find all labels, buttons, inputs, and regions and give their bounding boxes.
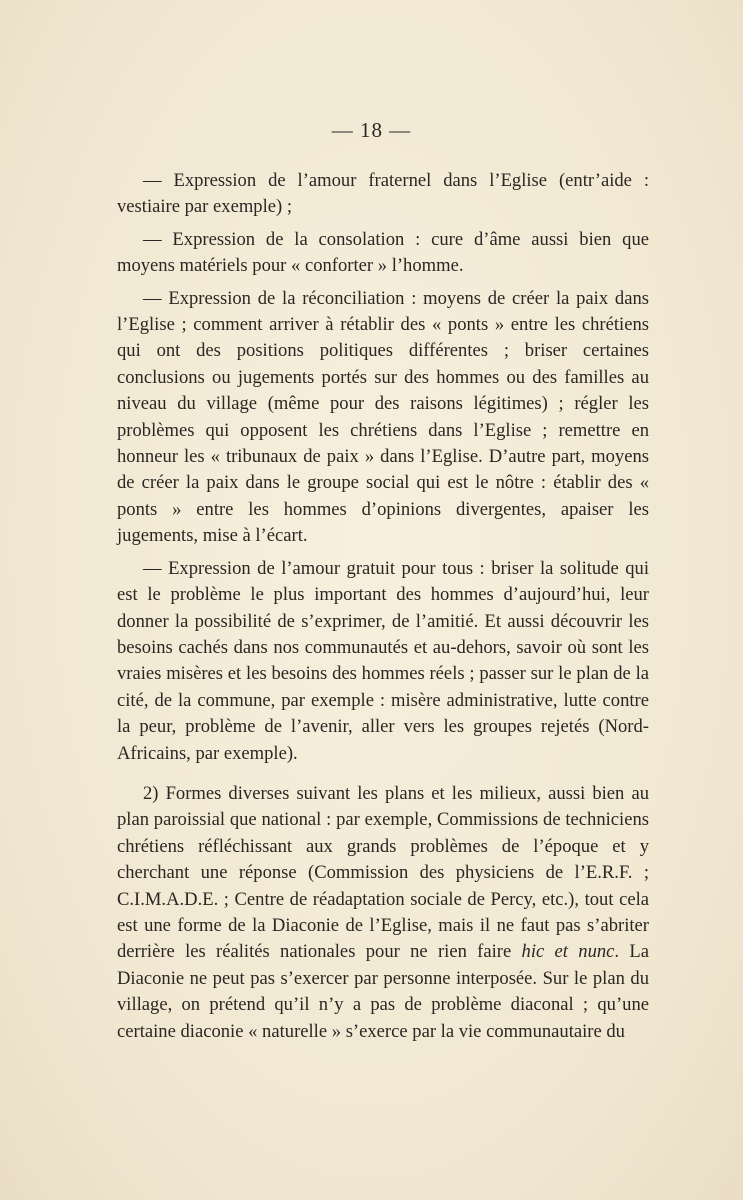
paragraph-reconciliation: — Expression de la réconciliation : moyens de créer la paix dans l’Eglise ; comment arriver à rétablir des « ponts » entre les chrétiens qui ont des positions politiques différentes ; briser certaines conclusions ou jugements portés sur des hommes ou des familles au niveau du village (même pour des raisons légitimes) ; régler les problèmes qui opposent les chrétiens dans l’Eglise ; remettre en honneur les « tribunaux de paix » dans l’Eglise. D’autre part, moyens de créer la paix dans le groupe social qui est le nôtre : établir des « ponts » entre les hommes d’opinions divergentes, apaiser les jugements, mise à l’écart. bbox=[117, 287, 649, 547]
paragraph-diverse-forms bbox=[117, 781, 649, 1045]
paragraph-gratuitous-love: — Expression de l’amour gratuit pour tous : briser la solitude qui est le problème le plus important des hommes d’aujourd’hui, leur donner la possibilité de s’exprimer, de l’amitié. Et aussi découvrir les besoins cachés dans nos communautés et au-dehors, savoir où sont les vraies misères et les besoins des hommes réels ; passer sur le plan de la cité, de la commune, par exemple : misère administrative, lutte contre la peur, problème de l’avenir, aller vers les groupes rejetés (Nord-Africains, par exemple). bbox=[117, 557, 649, 764]
paragraph-diverse-forms-start: 2) Formes diverses suivant les plans et les milieux, aussi bien au plan paroissial que national : par exemple, Commissions de techniciens chrétiens réfléchissant aux grands problèmes de l’époque et y cherchant une réponse (Commission des physiciens de l’E.R.F. ; C.I.M.A.D.E. ; Centre de réadaptation sociale de Percy, etc.), tout cela est une forme de la Diaconie de l’Eglise, mais il ne faut pas s’abriter derrière les réalités nationales pour ne rien faire bbox=[117, 782, 649, 963]
paragraph-consolation: — Expression de la consolation : cure d’âme aussi bien que moyens matériels pour « conforter » l’homme. bbox=[117, 228, 649, 277]
page-number: — 18 — bbox=[331, 118, 412, 142]
latin-phrase: hic et nunc bbox=[521, 941, 615, 963]
paragraph-fraternal-love: — Expression de l’amour fraternel dans l’Eglise (entr’aide : vestiaire par exemple) ; bbox=[117, 170, 649, 218]
body-text bbox=[117, 168, 649, 1051]
paragraph-diverse-forms-end: . La Diaconie ne peut pas s’exercer par personne interposée. Sur le plan du village, on prétend qu’il n’y a pas de problème diaconal ; qu’une certaine diaconie « naturelle » s’exerce par la vie communautaire du bbox=[117, 941, 649, 1042]
